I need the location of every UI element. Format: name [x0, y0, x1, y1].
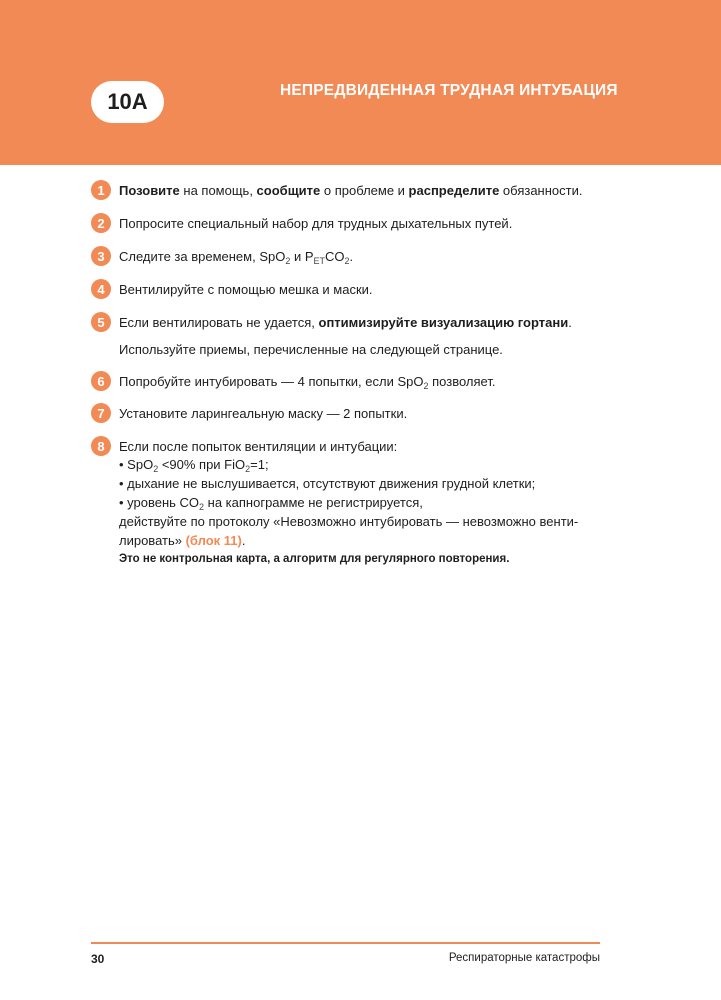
text-span: на помощь,: [179, 183, 257, 198]
step-5-followup: Используйте приемы, перечисленные на следующей странице.: [119, 342, 503, 357]
step-text: [119, 313, 572, 332]
text-span: • уровень CO: [119, 495, 200, 510]
step-number-badge: 6: [91, 371, 111, 391]
text-span: лировать»: [119, 533, 182, 548]
step-text: [119, 247, 353, 268]
step-text: [119, 181, 582, 200]
subscript: 2: [285, 256, 291, 266]
step-number-badge: 2: [91, 213, 111, 233]
text-span: и P: [290, 249, 314, 264]
section-badge: 10A: [91, 81, 164, 123]
text-span: =1;: [250, 457, 269, 472]
footer-divider: [91, 942, 600, 944]
text-span: Если вентилировать не удается,: [119, 315, 319, 330]
step-number-badge: 1: [91, 180, 111, 200]
page-header: [0, 0, 721, 165]
text-span: Попробуйте интубировать — 4 попытки, если SpO: [119, 374, 424, 389]
subscript: 2: [344, 256, 350, 266]
bold-phrase: распределите: [408, 183, 500, 198]
step-text: Если после попыток вентиляции и интубации:: [119, 439, 398, 454]
bold-phrase: сообщите: [256, 183, 321, 198]
step-text: Попросите специальный набор для трудных дыхательных путей.: [119, 216, 513, 231]
text-span: обязанности.: [499, 183, 583, 198]
subscript: 2: [153, 464, 159, 474]
text-span: Следите за временем, SpO: [119, 249, 286, 264]
block-11-link[interactable]: (блок 11): [185, 533, 242, 548]
bullet-breathing: • дыхание не выслушивается, отсутствуют движения грудной клетки;: [119, 476, 536, 491]
page-number: 30: [91, 952, 105, 966]
step-number-badge: 3: [91, 246, 111, 266]
protocol-line-2: [119, 531, 245, 550]
protocol-line-1: действуйте по протоколу «Невозможно интубировать — невозможно венти-: [119, 514, 579, 529]
step-number-badge: 7: [91, 403, 111, 423]
step-text: Установите ларингеальную маску — 2 попытки.: [119, 406, 408, 421]
page-title: НЕПРЕДВИДЕННАЯ ТРУДНАЯ ИНТУБАЦИЯ: [280, 82, 618, 99]
subscript: 2: [245, 464, 251, 474]
subscript: ET: [313, 256, 326, 266]
bullet-spo2: [119, 455, 269, 476]
subscript: 2: [199, 502, 205, 512]
step-text: Вентилируйте с помощью мешка и маски.: [119, 282, 373, 297]
text-span: .: [568, 315, 572, 330]
text-span: .: [349, 249, 354, 264]
text-span: на капнограмме не регистрируется,: [204, 495, 423, 510]
text-span: .: [241, 533, 246, 548]
step-text: [119, 372, 495, 393]
text-span: позволяет.: [428, 374, 496, 389]
text-span: CO: [325, 249, 345, 264]
subscript: 2: [423, 381, 429, 391]
text-span: • SpO: [119, 457, 154, 472]
footer-section-title: Респираторные катастрофы: [448, 952, 600, 964]
bold-phrase: оптимизируйте визуализацию гортани: [318, 315, 569, 330]
text-span: о проблеме и: [320, 183, 409, 198]
bold-phrase: Позовите: [119, 183, 180, 198]
step-number-badge: 4: [91, 279, 111, 299]
text-span: <90% при FiO: [158, 457, 246, 472]
step-number-badge: 8: [91, 436, 111, 456]
bullet-co2: [119, 493, 423, 514]
footnote: Это не контрольная карта, а алгоритм для регулярного повторения.: [119, 553, 510, 565]
step-number-badge: 5: [91, 312, 111, 332]
